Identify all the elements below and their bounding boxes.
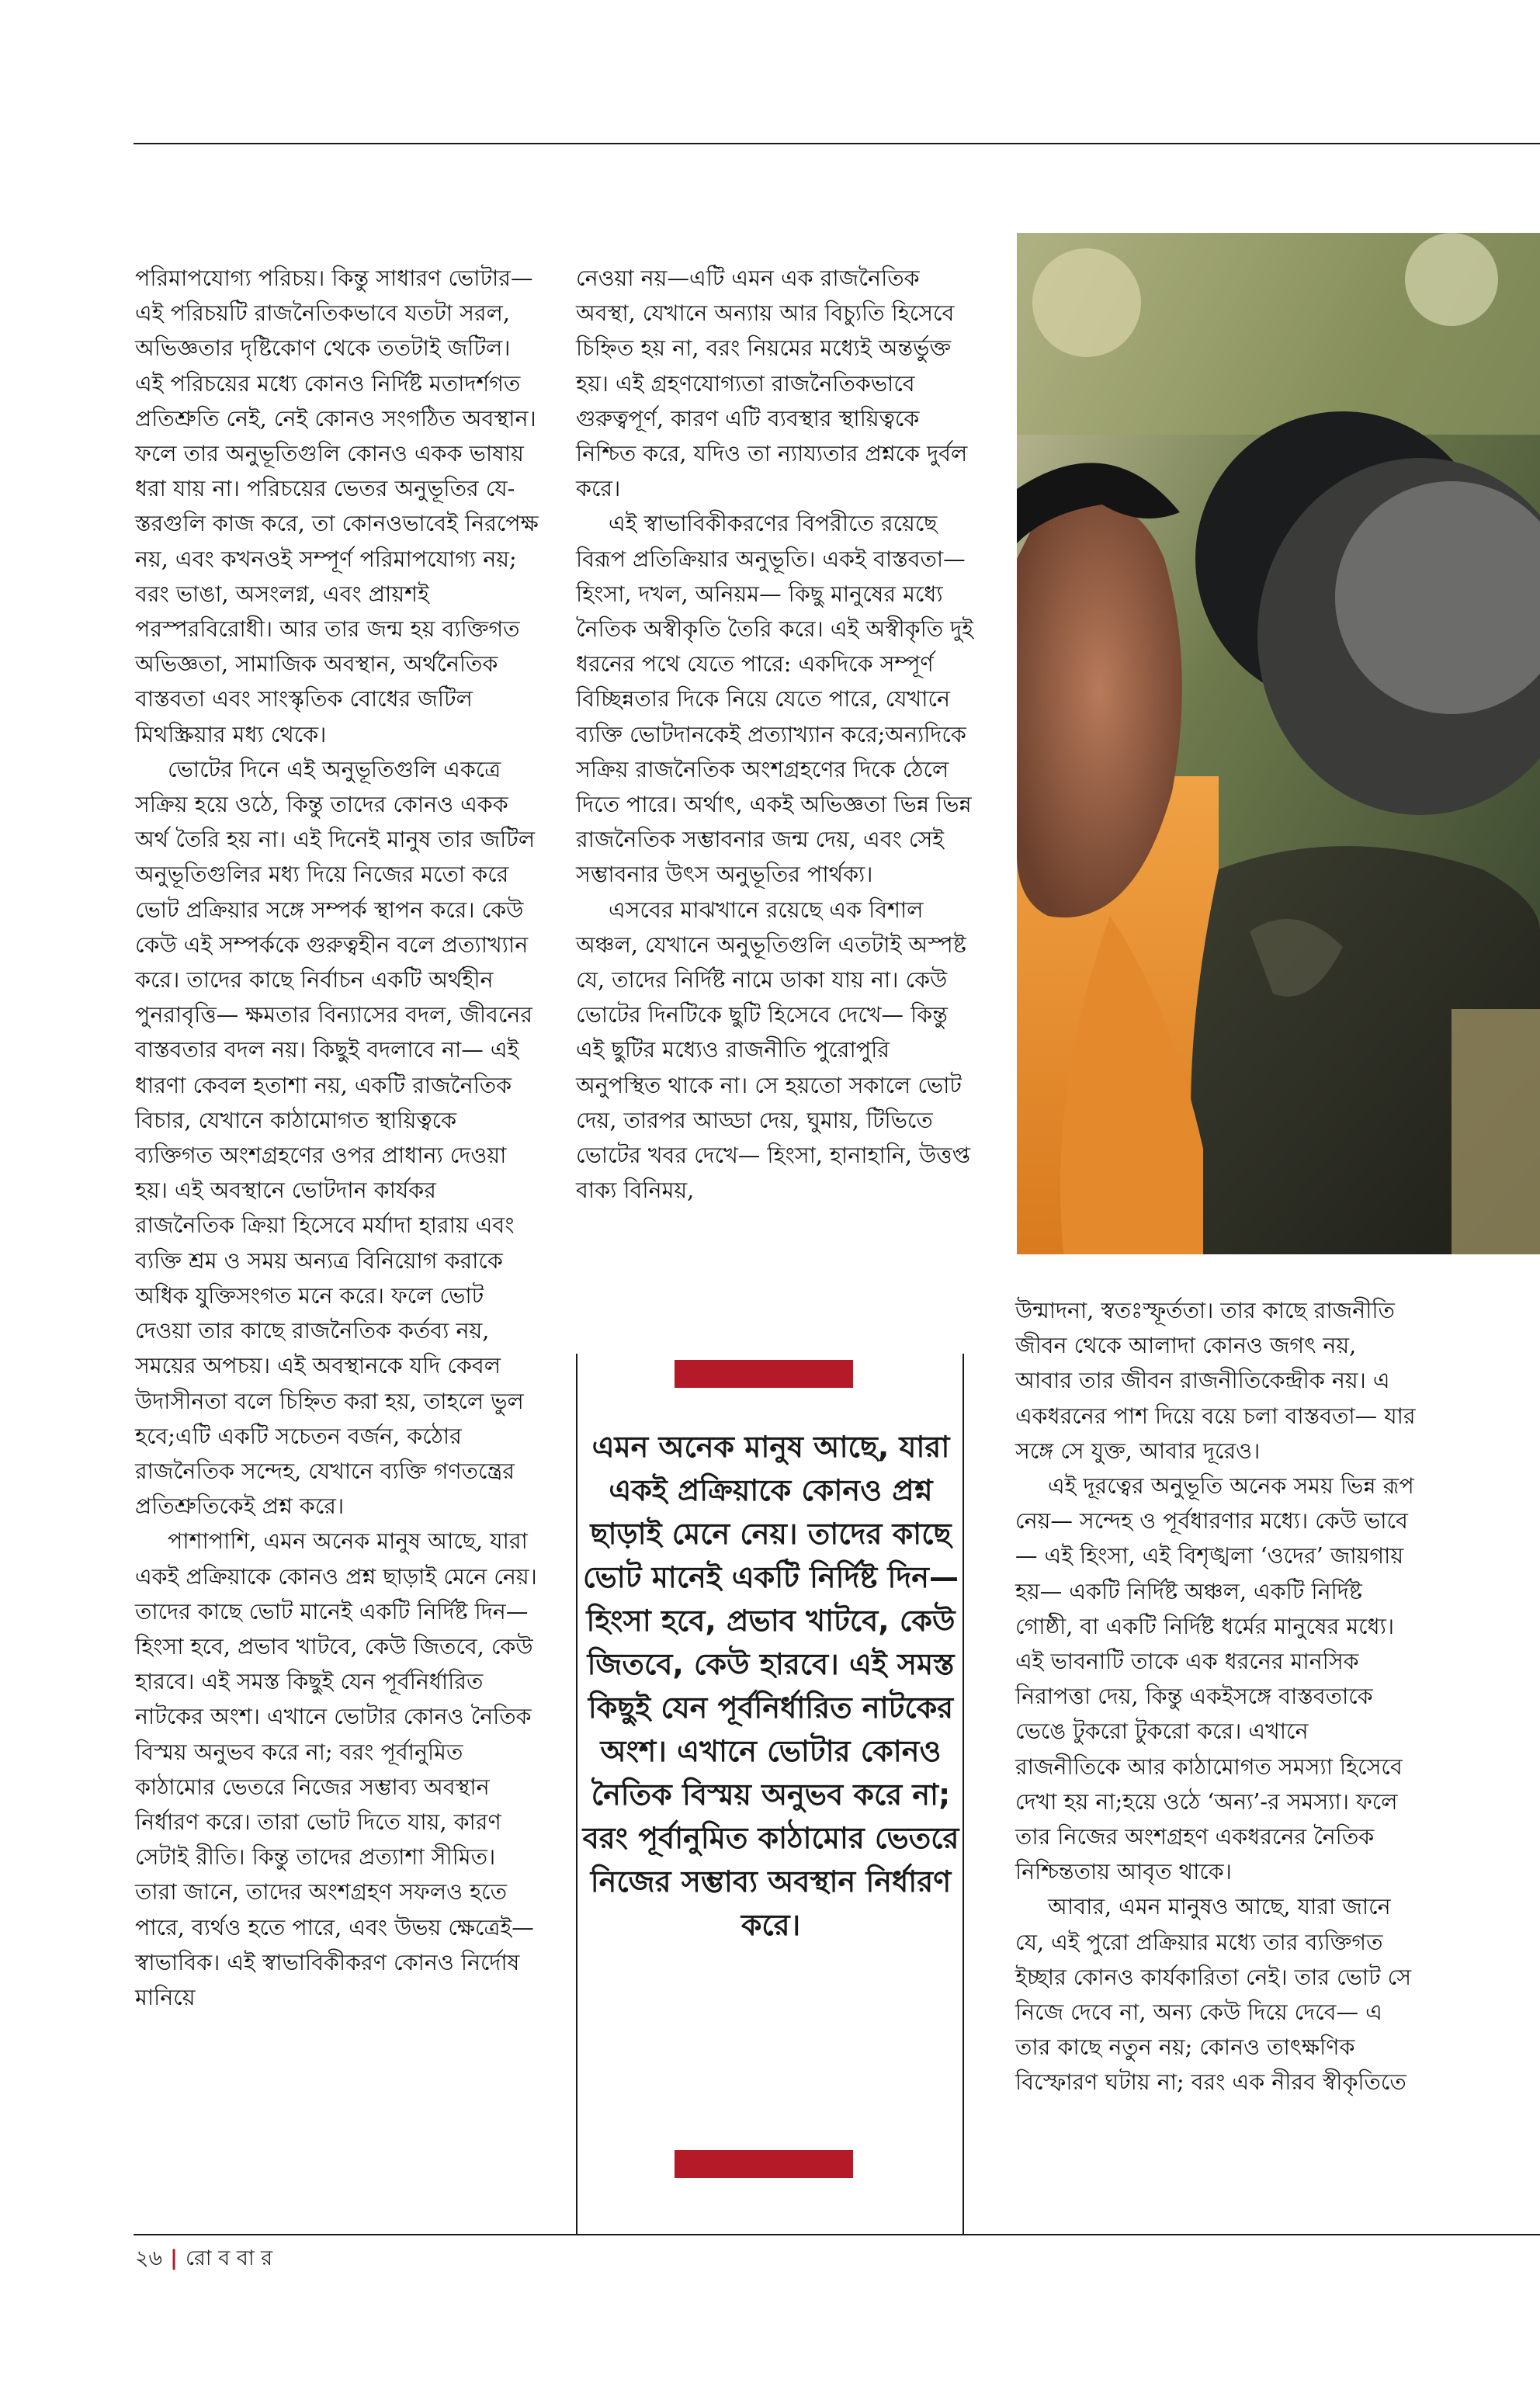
article-paragraph: আবার, এমন মানুষও আছে, যারা জানে যে, এই পুরো প্রক্রিয়ার মধ্যে তার ব্যক্তিগত ইচ্ছার কোনও কার্যকারিতা নেই। তার ভোট সে নিজে দেবে না, অন্য কেউ দিয়ে দেবে— এ তার কাছে নতুন নয়; কোনও তাৎক্ষণিক বিস্ফোরণ ঘটায় না; বরং এক নীরব স্বীকৃতিতে xyxy=(1015,1894,1412,2096)
footer-separator: | xyxy=(170,2246,178,2270)
magazine-name: রো ব বা র xyxy=(186,2246,273,2270)
article-column-2 xyxy=(576,261,980,1208)
article-paragraph: উন্মাদনা, স্বতঃস্ফূর্ততা। তার কাছে রাজনীতি জীবন থেকে আলাদা কোনও জগৎ নয়, আবার তার জীবন রাজনীতিকেন্দ্রীক নয়। এ একধরনের পাশ দিয়ে বয়ে চলা বাস্তবতা— যার সঙ্গে সে যুক্ত, আবার দূরেও। xyxy=(1015,1298,1416,1464)
crowd-photo xyxy=(1017,233,1540,1254)
bottom-rule xyxy=(134,2234,1540,2235)
top-rule xyxy=(134,143,1540,144)
article-paragraph: পাশাপাশি, এমন অনেক মানুষ আছে, যারা একই প্রক্রিয়াকে কোনও প্রশ্ন ছাড়াই মেনে নেয়। তাদের কাছে ভোট মানেই একটি নির্দিষ্ট দিন— হিংসা হবে, প্রভাব খাটবে, কেউ জিতবে, কেউ হারবে। এই সমস্ত কিছুই যেন পূর্বনির্ধারিত নাটকের অংশ। এখানে ভোটার কোনও নৈতিক বিস্ময় অনুভব করে না; বরং পূর্বানুমিত কাঠামোর ভেতরে নিজের সম্ভাব্য অবস্থান নির্ধারণ করে। তারা ভোট দিতে যায়, কারণ সেটাই রীতি। কিন্তু তাদের প্রত্যাশা সীমিত। তারা জানে, তাদের অংশগ্রহণ সফলও হতে পারে, ব্যর্থও হতে পারে, এবং উভয় ক্ষেত্রেই— স্বাভাবিক। এই স্বাভাবিকীকরণ কোনও নির্দোষ মানিয়ে xyxy=(135,1528,537,2010)
article-paragraph: নেওয়া নয়—এটি এমন এক রাজনৈতিক অবস্থা, যেখানে অন্যায় আর বিচ্যুতি হিসেবে চিহ্নিত হয় না, বরং নিয়মের মধ্যেই অন্তর্ভুক্ত হয়। এই গ্রহণযোগ্যতা রাজনৈতিকভাবে গুরুত্বপূর্ণ, কারণ এটি ব্যবস্থার স্থায়িত্বকে নিশ্চিত করে, যদিও তা ন্যায্যতার প্রশ্নকে দুর্বল করে। xyxy=(576,265,968,502)
article-paragraph: ভোটের দিনে এই অনুভূতিগুলি একত্রে সক্রিয় হয়ে ওঠে, কিন্তু তাদের কোনও একক অর্থ তৈরি হয় না। এই দিনেই মানুষ তার জটিল অনুভূতিগুলির মধ্য দিয়ে নিজের মতো করে ভোট প্রক্রিয়ার সঙ্গে সম্পর্ক স্থাপন করে। কেউ কেউ এই সম্পর্ককে গুরুত্বহীন বলে প্রত্যাখ্যান করে। তাদের কাছে নির্বাচন একটি অর্থহীন পুনরাবৃত্তি— ক্ষমতার বিন্যাসের বদল, জীবনের বাস্তবতার বদল নয়। কিছুই বদলাবে না— এই ধারণা কেবল হতাশা নয়, একটি রাজনৈতিক বিচার, যেখানে কাঠামোগত স্থায়িত্বকে ব্যক্তিগত অংশগ্রহণের ওপর প্রাধান্য দেওয়া হয়। এই অবস্থানে ভোটদান কার্যকর রাজনৈতিক ক্রিয়া হিসেবে মর্যাদা হারায় এবং ব্যক্তি শ্রম ও সময় অন্যত্র বিনিয়োগ করাকে অধিক যুক্তিসংগত মনে করে। ফলে ভোট দেওয়া তার কাছে রাজনৈতিক কর্তব্য নয়, সময়ের অপচয়। এই অবস্থানকে যদি কেবল উদাসীনতা বলে চিহ্নিত করা হয়, তাহলে ভুল হবে;এটি একটি সচেতন বর্জন, কঠোর রাজনৈতিক সন্দেহ, যেখানে ব্যক্তি গণতন্ত্রের প্রতিশ্রুতিকেই প্রশ্ন করে। xyxy=(135,756,536,1520)
pullquote-text: এমন অনেক মানুষ আছে, যারা একই প্রক্রিয়াকে কোনও প্রশ্ন ছাড়াই মেনে নেয়। তাদের কাছে ভোট মানেই একটি নির্দিষ্ট দিন— হিংসা হবে, প্রভাব খাটবে, কেউ জিতবে, কেউ হারবে। এই সমস্ত কিছুই যেন পূর্বনির্ধারিত নাটকের অংশ। এখানে ভোটার কোনও নৈতিক বিস্ময় অনুভব করে না; বরং পূর্বানুমিত কাঠামোর ভেতরে নিজের সম্ভাব্য অবস্থান নির্ধারণ করে। xyxy=(582,1430,959,1942)
article-paragraph: এই দূরত্বের অনুভূতি অনেক সময় ভিন্ন রূপ নেয়— সন্দেহ ও পূর্বধারণার মধ্যে। কেউ ভাবে— এই হিংসা, এই বিশৃঙ্খলা ‘ওদের’ জায়গায় হয়— একটি নির্দিষ্ট অঞ্চল, একটি নির্দিষ্ট গোষ্ঠী, বা একটি নির্দিষ্ট ধর্মের মানুষের মধ্যে। এই ভাবনাটি তাকে এক ধরনের মানসিক নিরাপত্তা দেয়, কিন্তু একইসঙ্গে বাস্তবতাকে ভেঙে টুকরো টুকরো করে। এখানে রাজনীতিকে আর কাঠামোগত সমস্যা হিসেবে দেখা হয় না;হয়ে ওঠে ‘অন্য’-র সমস্যা। ফলে তার নিজের অংশগ্রহণ একধরনের নৈতিক নিশ্চিন্ততায় আবৃত থাকে। xyxy=(1015,1473,1414,1885)
article-paragraph: পরিমাপযোগ্য পরিচয়। কিন্তু সাধারণ ভোটার— এই পরিচয়টি রাজনৈতিকভাবে যতটা সরল, অভিজ্ঞতার দৃষ্টিকোণ থেকে ততটাই জটিল। এই পরিচয়ের মধ্যে কোনও নির্দিষ্ট মতাদর্শগত প্রতিশ্রুতি নেই, নেই কোনও সংগঠিত অবস্থান। ফলে তার অনুভূতিগুলি কোনও একক ভাষায় ধরা যায় না। পরিচয়ের ভেতর অনুভূতির যে-স্তরগুলি কাজ করে, তা কোনওভাবেই নিরপেক্ষ নয়, এবং কখনওই সম্পূর্ণ পরিমাপযোগ্য নয়; বরং ভাঙা, অসংলগ্ন, এবং প্রায়শই পরস্পরবিরোধী। আর তার জন্ম হয় ব্যক্তিগত অভিজ্ঞতা, সামাজিক অবস্থান, অর্থনৈতিক বাস্তবতা এবং সাংস্কৃতিক বোধের জটিল মিথস্ক্রিয়ার মধ্য থেকে। xyxy=(135,265,539,747)
article-paragraph: এসবের মাঝখানে রয়েছে এক বিশাল অঞ্চল, যেখানে অনুভূতিগুলি এতটাই অস্পষ্ট যে, তাদের নির্দিষ্ট নামে ডাকা যায় না। কেউ ভোটের দিনটিকে ছুটি হিসেবে দেখে— কিন্তু এই ছুটির মধ্যেও রাজনীতি পুরোপুরি অনুপস্থিত থাকে না। সে হয়তো সকালে ভোট দেয়, তারপর আড্ডা দেয়, ঘুমায়, টিভিতে ভোটের খবর দেখে— হিংসা, হানাহানি, উত্তপ্ত বাক্য বিনিময়, xyxy=(576,897,971,1204)
article-column-3 xyxy=(1015,1293,1419,2100)
crowd-photo-image xyxy=(1017,233,1540,1254)
article-paragraph: এই স্বাভাবিকীকরণের বিপরীতে রয়েছে বিরূপ প্রতিক্রিয়ার অনুভূতি। একই বাস্তবতা— হিংসা, দখল, অনিয়ম— কিছু মানুষের মধ্যে নৈতিক অস্বীকৃতি তৈরি করে। এই অস্বীকৃতি দুই ধরনের পথে যেতে পারে: একদিকে সম্পূর্ণ বিচ্ছিন্নতার দিকে নিয়ে যেতে পারে, যেখানে ব্যক্তি ভোটদানকেই প্রত্যাখ্যান করে;অন্যদিকে সক্রিয় রাজনৈতিক অংশগ্রহণের দিকে ঠেলে দিতে পারে। অর্থাৎ, একই অভিজ্ঞতা ভিন্ন ভিন্ন রাজনৈতিক সম্ভাবনার জন্ম দেয়, এবং সেই সম্ভাবনার উৎস অনুভূতির পার্থক্য। xyxy=(576,511,973,888)
article-column-1 xyxy=(135,261,539,2015)
pullquote-bar-top xyxy=(675,1360,853,1388)
page-number: ২৬ xyxy=(135,2246,163,2270)
page-footer xyxy=(135,2245,272,2273)
pullquote-bar-bottom xyxy=(675,2150,853,2178)
